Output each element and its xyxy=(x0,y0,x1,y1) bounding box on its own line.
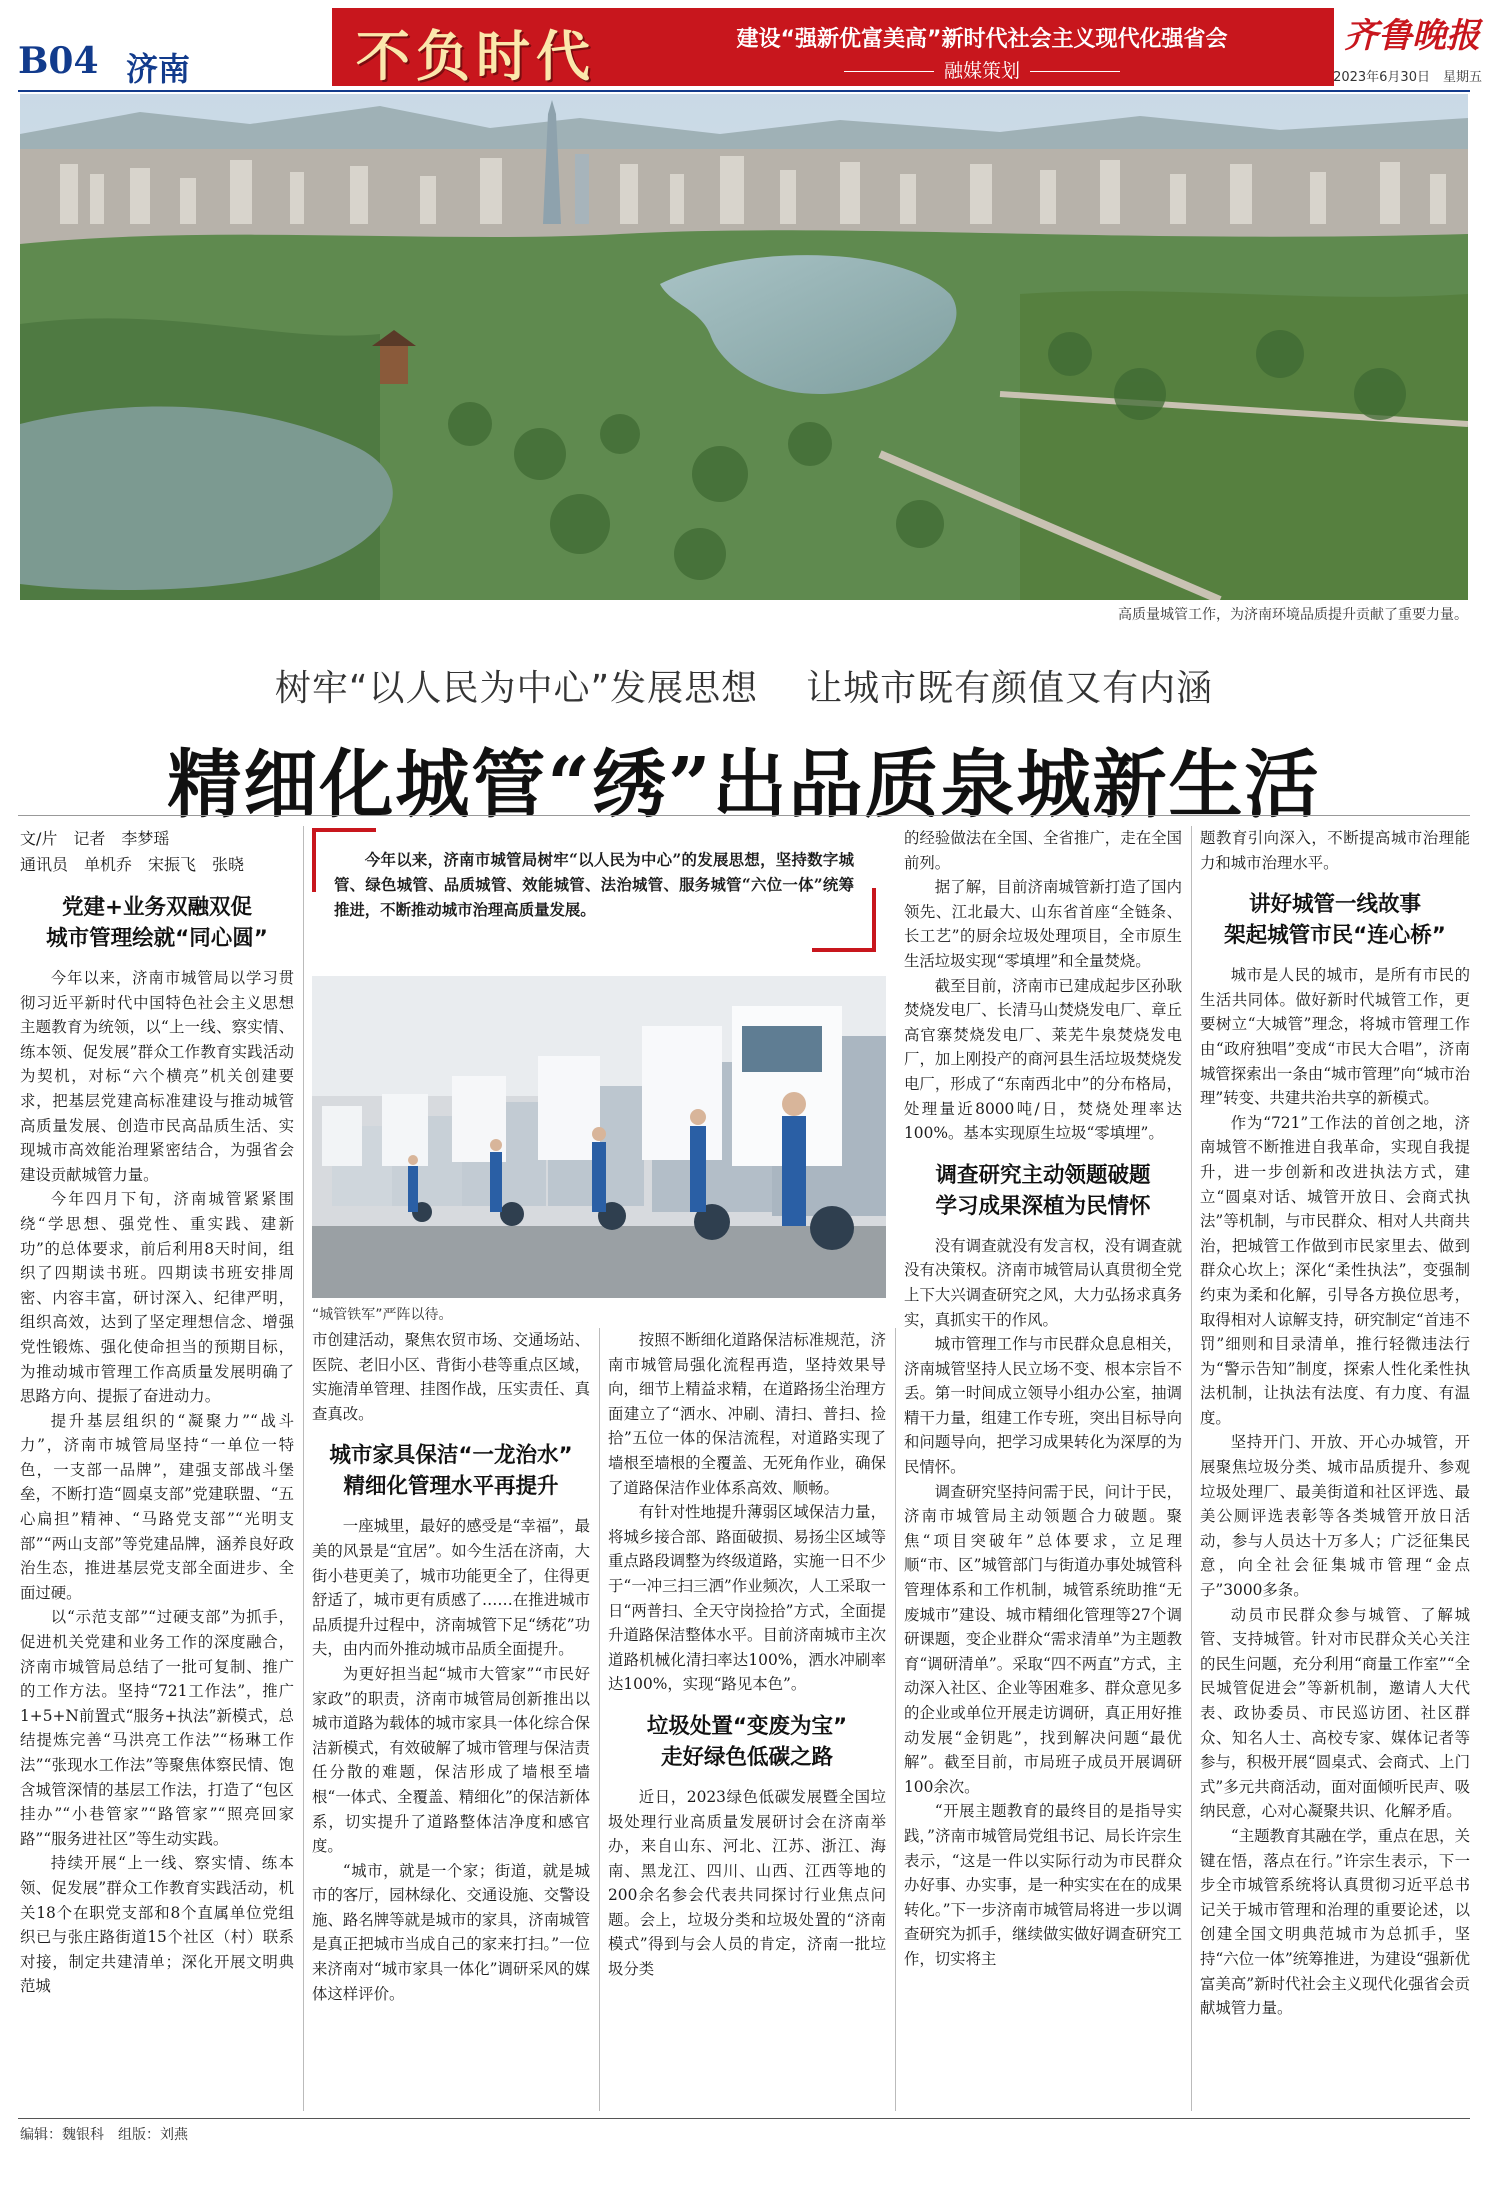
paragraph: “开展主题教育的最终目的是指导实践，”济南市城管局党组书记、局长许宗生表示，“这是一件以实际行动为市民群众办好事、办实事，是一种实实在在的成果转化。”下一步济南市城管局将进一步以调查研究为抓手，继续做实做好调查研究工作，切实将主 xyxy=(904,1802,1182,1968)
paragraph: 城市管理工作与市民群众息息相关，济南城管坚持人民立场不变、根本宗旨不丢。第一时间成立领导小组办公室，抽调精干力量，组建工作专班，突出目标导向和问题导向，把学习成果转化为深厚的为民情怀。 xyxy=(904,1335,1182,1477)
article-column-5 xyxy=(1200,826,1470,2021)
kicker-part-a: 树牢“以人民为中心”发展思想 xyxy=(274,668,759,709)
article-column-2 xyxy=(312,1328,590,2006)
kicker-part-b: 让城市既有颜值又有内涵 xyxy=(806,668,1214,709)
photo-sanitation-trucks xyxy=(312,976,886,1298)
main-headline: 精细化城管“绣”出品质泉城新生活 xyxy=(167,742,1321,828)
trucks-photo-caption: “城管铁军”严阵以待。 xyxy=(312,1307,453,1323)
banner-subtitle: 建设“强新优富美高”新时代社会主义现代化强省会 xyxy=(736,27,1228,52)
paragraph: 持续开展“上一线、察实情、练本领、促发展”群众工作教育实践活动，机关18个在职党支部和8个直属单位党组织已与张庄路街道15个社区（村）联系对接，制定共建清单；深化开展文明典范城 xyxy=(20,1854,294,1996)
date: 2023年6月30日 xyxy=(1333,70,1430,85)
column-divider xyxy=(1191,826,1192,2111)
paragraph: 截至目前，济南市已建成起步区孙耿焚烧发电厂、长清马山焚烧发电厂、章丘高官寨焚烧发电厂、莱芜牛泉焚烧发电厂，加上刚投产的商河县生活垃圾焚烧发电厂，形成了“东南西北中”的分布格局，处理量近8000吨/日，焚烧处理率达100%。基本实现原生垃圾“零填埋”。 xyxy=(904,976,1182,1143)
divider xyxy=(844,71,934,72)
masthead xyxy=(0,0,1488,90)
paragraph: 作为“721”工作法的首创之地，济南城管不断推进自我革命，实现自我提升，进一步创新和改进执法方式，建立“圆桌对话、城管开放日、会商式执法”等机制，与市民群众、相对人共商共治，把城管工作做到市民家里去、做到群众心坎上；深化“柔性执法”，变强制约束为柔和化解，引导各方换位思考，取得相对人谅解支持，研究制定“首违不罚”细则和目录清单，推行轻微违法行为“警示告知”制度，探索人性化柔性执法机制，让执法有法度、有力度、有温度。 xyxy=(1200,1113,1470,1427)
lead-text: 今年以来，济南市城管局树牢“以人民为中心”的发展思想，坚持数字城管、绿色城管、品质城管、效能城管、法治城管、服务城管“六位一体”统筹推进，不断推动城市治理高质量发展。 xyxy=(334,851,854,919)
banner-title: 不负时代 xyxy=(356,24,596,88)
paragraph: 为更好担当起“城市大管家”“市民好家政”的职责，济南市城管局创新推出以城市道路为载体的城市家具一体化综合保洁新模式，有效破解了城市管理与保洁责任分散的难题，保洁形成了墙根至墙根“一体式、全覆盖、精细化”的保洁新体系，切实提升了道路整体洁净度和感官度。 xyxy=(312,1664,590,1856)
subhead-citizen-bridge: 讲好城管一线故事 架起城管市民“连心桥” xyxy=(1224,892,1446,949)
divider xyxy=(1030,71,1120,72)
page-number: B04 xyxy=(18,40,99,82)
paragraph: 提升基层组织的“凝聚力”“战斗力”，济南市城管局坚持“一单位一特色，一支部一品牌”，建强支部战斗堡垒，不断打造“圆桌支部”党建联盟、“五心扁担”精神、“马路党支部”“光明支部”“两山支部”等党建品牌，涵养良好政治生态，推进基层党支部全面进步、全面过硬。 xyxy=(20,1411,294,1602)
lead-box-corner xyxy=(812,888,876,952)
paragraph: 动员市民群众参与城管、了解城管、支持城管。针对市民群众关心关注的民生问题，充分利用“商量工作室”“全民城管促进会”等新机制，邀请人大代表、政协委员、市民巡访团、社区群众、知名人士、高校专家、媒体记者等参与，积极开展“圆桌式、会商式、上门式”多元共商活动，面对面倾听民声、吸纳民意，心对心凝聚共识、化解矛盾。 xyxy=(1200,1605,1470,1821)
divider xyxy=(18,2118,1470,2119)
lead-box-corner xyxy=(312,828,376,892)
paragraph: 市创建活动，聚焦农贸市场、交通场站、医院、老旧小区、背街小巷等重点区域，实施清单管理、挂图作战，压实责任、真查真改。 xyxy=(312,1331,590,1423)
paragraph: 城市是人民的城市，是所有市民的生活共同体。做好新时代城管工作，更要树立“大城管”理念，将城市管理工作由“政府独唱”变成“市民大合唱”，济南城管探索出一条由“城市管理”向“城市治理”转变、共建共治共享的新模式。 xyxy=(1200,966,1470,1108)
paragraph: 近日，2023绿色低碳发展暨全国垃圾处理行业高质量发展研讨会在济南举办，来自山东、河北、江苏、浙江、海南、黑龙江、四川、山西、江西等地的200余名参会代表共同探讨行业焦点问题。会上，垃圾分类和垃圾处置的“济南模式”得到与会人员的肯定，济南一批垃圾分类 xyxy=(608,1787,886,1979)
column-divider xyxy=(303,826,304,2111)
paragraph: 据了解，目前济南城管新打造了国内领先、江北最大、山东省首座“全链条、长工艺”的厨余垃圾处理项目，全市原生生活垃圾实现“零填埋”和全量焚烧。 xyxy=(904,878,1182,970)
newspaper-logo: 齐鲁晚报 xyxy=(1344,16,1480,56)
column-divider xyxy=(895,1328,896,2111)
subhead-party-building: 党建+业务双融双促 城市管理绘就“同心圆” xyxy=(46,895,268,951)
feature-banner xyxy=(332,8,1334,86)
banner-tag-label: 融媒策划 xyxy=(943,60,1020,82)
hero-photo-city-aerial xyxy=(20,94,1468,600)
paragraph: 按照不断细化道路保洁标准规范，济南市城管局强化流程再造，坚持效果导向，细节上精益求精，在道路扬尘治理方面建立了“洒水、冲刷、清扫、普扫、捡拾”五位一体的保洁流程，对道路实现了墙根至墙根的全覆盖、无死角作业，确保了道路保洁作业体系高效、顺畅。 xyxy=(608,1331,886,1497)
hero-photo-caption: 高质量城管工作，为济南环境品质提升贡献了重要力量。 xyxy=(1118,607,1468,623)
subhead-city-furniture: 城市家具保洁“一龙治水” 精细化管理水平再提升 xyxy=(329,1443,573,1500)
lead-summary-box xyxy=(312,828,872,939)
byline-correspondents: 通讯员 单机乔 宋振飞 张晓 xyxy=(20,855,245,874)
byline-reporter: 文/片 记者 李梦瑶 xyxy=(20,829,170,848)
aerial-photo-illustration xyxy=(20,94,1468,600)
paragraph: 今年四月下旬，济南城管紧紧围绕“学思想、强党性、重实践、建新功”的总体要求，前后利用8天时间，组织了四期读书班。四期读书班安排周密、内容丰富，研讨深入、纪律严明，组织高效，达到了坚定理想信念、增强党性锻炼、强化使命担当的预期目标，为推动城市管理工作高质量发展明确了思路方向、提振了奋进动力。 xyxy=(20,1190,294,1406)
column-divider xyxy=(599,1328,600,2111)
paragraph: 以“示范支部”“过硬支部”为抓手，促进机关党建和业务工作的深度融合，济南市城管局总结了一批可复制、推广的工作方法。坚持“721工作法”，推广1+5+N前置式“服务+执法”新模式，总结提炼完善“马洪亮工作法”“杨琳工作法”“张现水工作法”等聚焦体察民情、饱含城管深情的基层工作法，打造了“包区挂办”“小巷管家”“路管家”“照亮回家路”“服务进社区”等生动实践。 xyxy=(20,1608,294,1848)
article-column-4 xyxy=(904,826,1182,1972)
editor-credits: 编辑：魏银科 组版：刘燕 xyxy=(20,2127,188,2143)
paragraph: “主题教育其融在学，重点在思，关键在悟，落点在行。”许宗生表示，下一步全市城管系统将认真贯彻习近平总书记关于城市管理和治理的重要论述，以创建全国文明典范城市为总抓手，坚持“六位一体”统筹推进，为建设“强新优富美高”新时代社会主义现代化强省会贡献城管力量。 xyxy=(1200,1826,1470,2018)
trucks-photo-illustration xyxy=(312,976,886,1298)
divider xyxy=(18,815,1470,816)
subhead-research: 调查研究主动领题破题 学习成果深植为民情怀 xyxy=(935,1162,1151,1219)
paragraph: 调查研究坚持问需于民，问计于民，济南市城管局主动领题合力破题。聚焦“项目突破年”总体要求，立足理顺“市、区”城管部门与街道办事处城管科管理体系和工作机制，城管系统助推“无废城市”建设、城市精细化管理等27个调研课题，变企业群众“需求清单”为主题教育“调研清单”。采取“四不两直”方式，主动深入社区、企业等困难多、群众意见多的企业或单位开展走访调研，真正用好推动发展“金钥匙”，找到解决问题“最优解”。截至目前，市局班子成员开展调研100余次。 xyxy=(904,1482,1182,1796)
headline-kicker xyxy=(0,660,1488,711)
paragraph: 一座城里，最好的感受是“幸福”，最美的风景是“宜居”。如今生活在济南，大街小巷更美了，城市功能更全了，住得更舒适了，城市更有质感了……在推进城市品质提升过程中，济南城管下足“绣花”功夫，由内而外推动城市品质全面提升。 xyxy=(312,1517,590,1659)
paragraph: 有针对性地提升薄弱区域保洁力量，将城乡接合部、路面破损、易扬尘区域等重点路段调整为终级道路，实施一日不少于“一冲三扫三洒”作业频次，人工采取一日“两普扫、全天守岗捡拾”方式，全面提升道路保洁整体水平。目前济南城市主次道路机械化清扫率达100%，洒水冲刷率达100%，实现“路见本色”。 xyxy=(608,1503,886,1694)
paragraph: 坚持开门、开放、开心办城管，开展聚焦垃圾分类、城市品质提升、参观垃圾处理厂、最美街道和社区评选、最美公厕评选表彰等各类城管开放日活动，参与人员达十万多人；广泛征集民意，向全社会征集城市管理“金点子”3000多条。 xyxy=(1200,1433,1470,1600)
paragraph: “城市，就是一个家；街道，就是城市的客厅，园林绿化、交通设施、交警设施、路名牌等就是城市的家具，济南城管是真正把城市当成自己的家来打扫。”一位来济南对“城市家具一体化”调研采风的媒体这样评价。 xyxy=(312,1861,590,2003)
section-name: 济南 xyxy=(126,50,191,88)
paragraph: 题教育引向深入，不断提高城市治理能力和城市治理水平。 xyxy=(1200,829,1470,872)
issue-date xyxy=(1200,66,1482,85)
divider xyxy=(18,90,1470,92)
paragraph: 今年以来，济南市城管局以学习贯彻习近平新时代中国特色社会主义思想主题教育为统领，以“上一线、察实情、练本领、促发展”群众工作教育实践活动为契机，对标“六个横亮”机关创建要求，把基层党建高标准建设与推动城管高质量发展、创造市民高品质生活、实现城市高效能治理紧密结合，为强省会建设贡献城管力量。 xyxy=(20,969,294,1184)
paragraph: 的经验做法在全国、全省推广，走在全国前列。 xyxy=(904,829,1182,872)
article-column-3 xyxy=(608,1328,886,1982)
subhead-waste-treatment: 垃圾处置“变废为宝” 走好绿色低碳之路 xyxy=(646,1713,848,1770)
weekday: 星期五 xyxy=(1442,70,1482,85)
article-column-1 xyxy=(20,826,294,1999)
paragraph: 没有调查就没有发言权，没有调查就没有决策权。济南市城管局认真贯彻全党上下大兴调查研究之风，大力弘扬求真务实，真抓实干的作风。 xyxy=(904,1236,1182,1329)
